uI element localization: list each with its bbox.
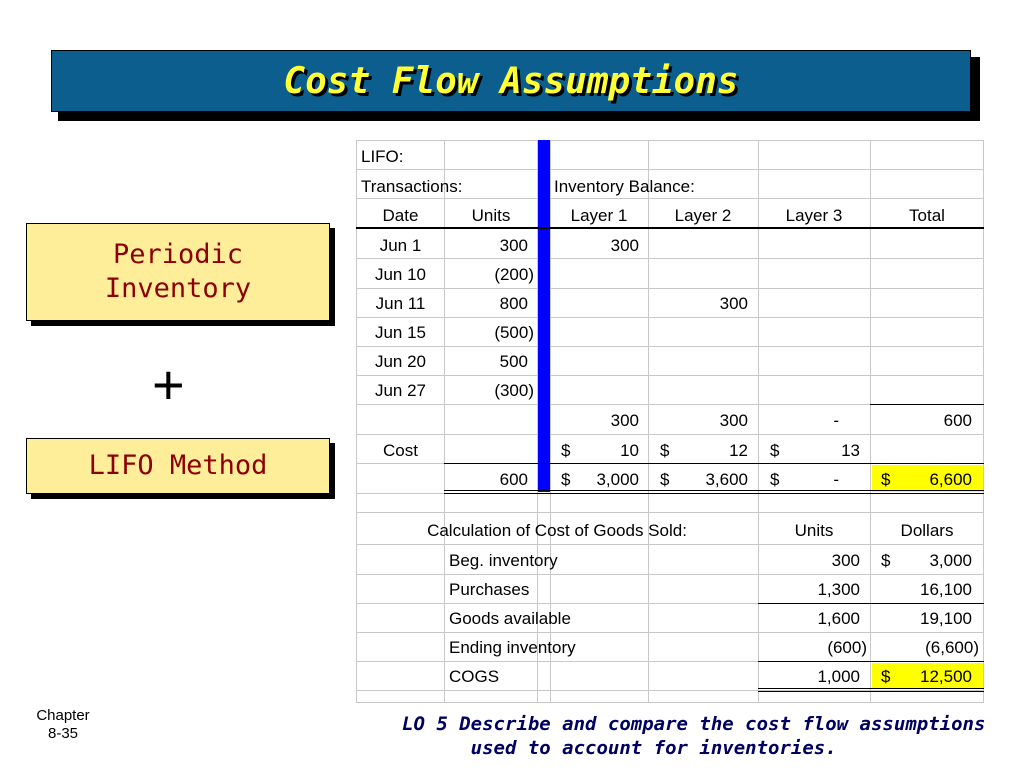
grid-hline	[356, 169, 984, 170]
grid-hline	[356, 434, 984, 435]
row-units: (500)	[494, 323, 534, 342]
grid-hline	[356, 512, 984, 513]
cogs-row-units: 1,300	[817, 580, 860, 599]
cogs-row-dollars: 3,000	[929, 551, 972, 570]
row-units: 800	[499, 294, 528, 313]
grid-hline	[356, 288, 984, 289]
cogs-row-dollars: 19,100	[920, 609, 972, 628]
grid-hline	[356, 574, 984, 575]
header-underline	[356, 227, 984, 229]
row-date: Jun 20	[374, 352, 427, 371]
cogs-row-dollars: 12,500	[920, 667, 972, 686]
cogs-row-dollars: 16,100	[920, 580, 972, 599]
row-date: Jun 10	[374, 265, 427, 284]
grid-hline	[356, 258, 984, 259]
goods-available-rule	[758, 603, 984, 604]
ending-layer2: 3,600	[705, 470, 748, 489]
cost-layer2: 12	[729, 441, 748, 460]
layer1-header: Layer 1	[570, 206, 628, 225]
row-layer2: 300	[719, 294, 748, 313]
row-date: Jun 11	[375, 294, 426, 313]
cogs-row-units: 1,000	[817, 667, 860, 686]
page-title: Cost Flow Assumptions	[283, 60, 739, 102]
cost-layer1: 10	[620, 441, 639, 460]
chapter-label	[18, 707, 108, 743]
cost-layer3-currency: $	[770, 441, 780, 460]
blue-separator-column	[538, 140, 550, 492]
cost-layer2-currency: $	[660, 441, 670, 460]
lo-line2: used to account for inventories.	[402, 737, 837, 759]
date-header: Date	[382, 206, 419, 225]
subtotal-layer3: -	[833, 411, 839, 430]
layer3-header: Layer 3	[785, 206, 843, 225]
cogs-double-rule	[758, 688, 984, 692]
title-banner	[51, 50, 971, 112]
cogs-row-label: Purchases	[449, 580, 530, 599]
learning-objective	[402, 712, 985, 760]
row-units: 500	[499, 352, 528, 371]
ending-layer2-currency: $	[660, 470, 670, 489]
subtotal-layer1: 300	[610, 411, 639, 430]
cogs-units-header: Units	[794, 521, 834, 540]
inventory-balance-label: Inventory Balance:	[554, 177, 695, 196]
periodic-tag-line2: Inventory	[104, 273, 252, 304]
cogs-heading: Calculation of Cost of Goods Sold:	[427, 521, 687, 540]
plus-sign: +	[152, 353, 185, 416]
cost-layer1-currency: $	[561, 441, 571, 460]
grid-hline	[356, 317, 984, 318]
lifo-method-tag	[26, 438, 330, 494]
cogs-row-label: Beg. inventory	[449, 551, 558, 570]
transactions-label: Transactions:	[361, 177, 463, 196]
periodic-tag-line1: Periodic	[112, 239, 244, 271]
subtotal-total: 600	[943, 411, 972, 430]
layer2-header: Layer 2	[674, 206, 732, 225]
cogs-row-currency: $	[881, 551, 891, 570]
grid-hline	[356, 375, 984, 376]
row-date: Jun 1	[379, 236, 422, 255]
ending-double-rule	[444, 490, 984, 494]
total-header: Total	[909, 206, 945, 225]
cogs-row-units: 300	[831, 551, 860, 570]
chapter-line1: Chapter	[36, 707, 90, 724]
cogs-row-units: (600)	[827, 638, 867, 657]
ending-total-currency: $	[881, 470, 891, 489]
row-date: Jun 15	[374, 323, 427, 342]
row-date: Jun 27	[374, 381, 427, 400]
cost-label: Cost	[383, 441, 418, 460]
ending-layer3-currency: $	[770, 470, 780, 489]
subtotal-layer2: 300	[719, 411, 748, 430]
cogs-row-label: Goods available	[449, 609, 571, 628]
ending-top-rule	[444, 463, 984, 464]
row-units: (200)	[494, 265, 534, 284]
units-header: Units	[471, 206, 511, 225]
subtotal-rule	[870, 404, 984, 405]
row-units: (300)	[494, 381, 534, 400]
ending-layer1-currency: $	[561, 470, 571, 489]
ending-units: 600	[499, 470, 528, 489]
cost-layer3: 13	[841, 441, 860, 460]
ending-layer1: 3,000	[596, 470, 639, 489]
periodic-inventory-tag	[26, 223, 330, 321]
cogs-row-dollars: (6,600)	[925, 638, 979, 657]
ending-layer3: -	[833, 470, 839, 489]
cogs-top-rule	[758, 661, 984, 662]
grid-hline	[356, 346, 984, 347]
lifo-method-label: LIFO Method	[88, 450, 268, 482]
row-units: 300	[499, 236, 528, 255]
lo-line1: LO 5 Describe and compare the cost flow assumptions	[402, 713, 986, 735]
chapter-number: 8-35	[47, 725, 79, 742]
lifo-label: LIFO:	[361, 147, 404, 166]
cogs-row-label: COGS	[449, 667, 500, 686]
grid-hline	[356, 632, 984, 633]
grid-hline	[356, 544, 984, 545]
cogs-row-label: Ending inventory	[449, 638, 576, 657]
cogs-dollars-header: Dollars	[900, 521, 954, 540]
ending-total: 6,600	[929, 470, 972, 489]
row-layer1: 300	[610, 236, 639, 255]
cogs-row-units: 1,600	[817, 609, 860, 628]
grid-hline	[356, 198, 984, 199]
cogs-row-currency: $	[881, 667, 891, 686]
